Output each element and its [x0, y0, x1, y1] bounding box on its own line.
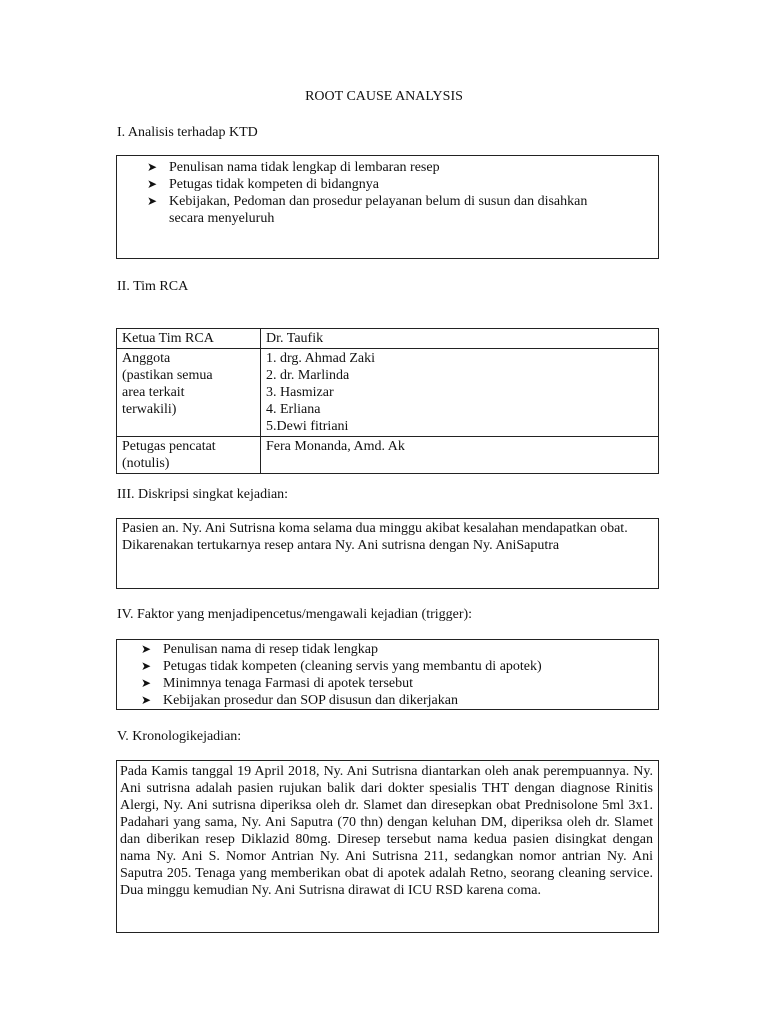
document-title: ROOT CAUSE ANALYSIS — [305, 89, 463, 104]
table-cell-label: Ketua Tim RCA — [117, 329, 261, 349]
section-4-box — [116, 639, 659, 710]
list-item: ➤ Petugas tidak kompeten (cleaning servis yang membantu di apotek) — [141, 659, 542, 674]
section-1-box — [116, 155, 659, 259]
section-3-box — [116, 518, 659, 589]
section-4-heading: IV. Faktor yang menjadipencetus/mengawali kejadian (trigger): — [117, 607, 473, 622]
trigger-factor-list — [117, 641, 658, 709]
arrow-bullet-icon: ➤ — [141, 676, 152, 690]
table-cell-value: Dr. Taufik — [261, 329, 659, 349]
list-item: ➤ Kebijakan prosedur dan SOP disusun dan dikerjakan — [141, 693, 458, 708]
arrow-bullet-icon: ➤ — [141, 659, 152, 673]
arrow-bullet-icon: ➤ — [147, 194, 158, 208]
section-1-heading: I. Analisis terhadap KTD — [117, 125, 258, 140]
list-item: ➤ Penulisan nama di resep tidak lengkap — [141, 642, 378, 657]
arrow-bullet-icon: ➤ — [147, 177, 158, 191]
table-row — [117, 349, 659, 437]
table-cell-label: Petugas pencatat (notulis) — [117, 437, 261, 474]
incident-chronology: Pada Kamis tanggal 19 April 2018, Ny. Ani Sutrisna diantarkan oleh anak perempuannya. Ny. Ani sutrisna adalah pasien rujukan balik dari dokter spesialis THT dengan diagnose Rinitis Alergi, Ny. Ani sutrisna diperiksa oleh dr. Slamet dan diresepkan obat Prednisolone 5ml 3x1. Padahari yang sama, Ny. Ani Saputra (70 thn) dengan keluhan DM, diperiksa oleh dr. Slamet dan diberikan resep Diklazid 80mg. Diresep tersebut nama kedua pasien disingkat dengan nama Ny. Ani S. Nomor Antrian Ny. Ani Sutrisna 211, sedangkan nomor antrian Ny. Ani Saputra 205. Tenaga yang memberikan obat di apotek adalah Retno, seorang cleaning service. Dua minggu kemudian Ny. Ani Sutrisna dirawat di ICU RSD karena coma. — [120, 764, 653, 898]
section-3-heading: III. Diskripsi singkat kejadian: — [117, 487, 289, 502]
list-item: ➤ Penulisan nama tidak lengkap di lembaran resep — [147, 160, 440, 175]
section-5-heading: V. Kronologikejadian: — [117, 729, 242, 744]
section-5-box — [116, 760, 659, 933]
incident-description: Pasien an. Ny. Ani Sutrisna koma selama dua minggu akibat kesalahan mendapatkan obat. Dikarenakan tertukarnya resep antara Ny. Ani sutrisna dengan Ny. AniSaputra — [122, 521, 628, 553]
arrow-bullet-icon: ➤ — [141, 642, 152, 656]
table-cell-value: 1. drg. Ahmad Zaki 2. dr. Marlinda 3. Hasmizar 4. Erliana 5.Dewi fitriani — [261, 349, 659, 437]
list-item: ➤ Minimnya tenaga Farmasi di apotek tersebut — [141, 676, 413, 691]
arrow-bullet-icon: ➤ — [147, 160, 158, 174]
table-cell-label: Anggota (pastikan semua area terkait terwakili) — [117, 349, 261, 437]
ktd-analysis-list — [117, 159, 658, 227]
table-row — [117, 437, 659, 474]
list-item: ➤ Petugas tidak kompeten di bidangnya — [147, 177, 379, 192]
list-item: ➤ Kebijakan, Pedoman dan prosedur pelayanan belum di susun dan disahkan secara menyeluruh — [147, 194, 588, 226]
rca-team-table — [116, 328, 659, 474]
table-row — [117, 329, 659, 349]
arrow-bullet-icon: ➤ — [141, 693, 152, 707]
section-2-heading: II. Tim RCA — [117, 279, 189, 294]
table-cell-value: Fera Monanda, Amd. Ak — [261, 437, 659, 474]
